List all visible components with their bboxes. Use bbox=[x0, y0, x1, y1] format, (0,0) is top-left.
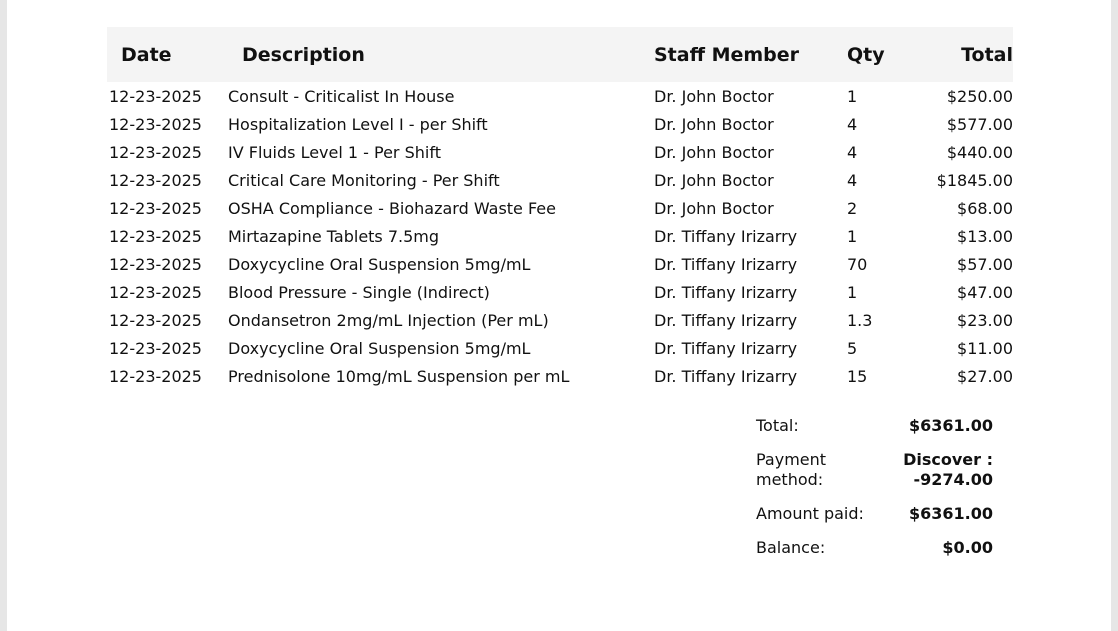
table-row bbox=[107, 166, 1013, 194]
cell-qty: 5 bbox=[847, 338, 858, 358]
cell-qty: 4 bbox=[847, 170, 858, 190]
cell-description: Critical Care Monitoring - Per Shift bbox=[228, 170, 500, 190]
cell-total: $27.00 bbox=[957, 366, 1013, 386]
cell-qty: 1 bbox=[847, 282, 858, 302]
cell-date: 12-23-2025 bbox=[109, 338, 202, 358]
cell-staff: Dr. Tiffany Irizarry bbox=[654, 226, 798, 246]
cell-qty: 4 bbox=[847, 142, 858, 162]
cell-staff: Dr. Tiffany Irizarry bbox=[654, 338, 798, 358]
cell-date: 12-23-2025 bbox=[109, 366, 202, 386]
cell-date: 12-23-2025 bbox=[109, 86, 202, 106]
payment-method-value-line1: Discover : bbox=[903, 450, 993, 469]
cell-staff: Dr. Tiffany Irizarry bbox=[654, 366, 798, 386]
cell-description: Ondansetron 2mg/mL Injection (Per mL) bbox=[228, 310, 549, 330]
cell-description: Prednisolone 10mg/mL Suspension per mL bbox=[228, 366, 570, 386]
cell-total: $13.00 bbox=[957, 226, 1013, 246]
cell-staff: Dr. John Boctor bbox=[654, 170, 774, 190]
cell-staff: Dr. Tiffany Irizarry bbox=[654, 282, 798, 302]
cell-qty: 2 bbox=[847, 198, 858, 218]
cell-qty: 70 bbox=[847, 254, 868, 274]
cell-date: 12-23-2025 bbox=[109, 170, 202, 190]
cell-date: 12-23-2025 bbox=[109, 310, 202, 330]
total-label: Total: bbox=[756, 416, 799, 435]
cell-staff: Dr. Tiffany Irizarry bbox=[654, 254, 798, 274]
total-value: $6361.00 bbox=[908, 416, 993, 435]
cell-date: 12-23-2025 bbox=[109, 282, 202, 302]
cell-qty: 4 bbox=[847, 114, 858, 134]
cell-qty: 1 bbox=[847, 86, 858, 106]
cell-total: $57.00 bbox=[957, 254, 1013, 274]
table-row bbox=[107, 82, 1013, 110]
cell-staff: Dr. John Boctor bbox=[654, 86, 774, 106]
cell-staff: Dr. Tiffany Irizarry bbox=[654, 310, 798, 330]
header-date: Date bbox=[107, 27, 228, 82]
cell-description: Blood Pressure - Single (Indirect) bbox=[228, 282, 490, 302]
payment-method-value-line2: -9274.00 bbox=[913, 470, 993, 489]
cell-description: IV Fluids Level 1 - Per Shift bbox=[228, 142, 441, 162]
balance-label: Balance: bbox=[756, 538, 826, 557]
cell-date: 12-23-2025 bbox=[109, 254, 202, 274]
cell-staff: Dr. John Boctor bbox=[654, 114, 774, 134]
amount-paid-label: Amount paid: bbox=[756, 504, 864, 523]
cell-description: Mirtazapine Tablets 7.5mg bbox=[228, 226, 440, 246]
cell-total: $250.00 bbox=[946, 86, 1013, 106]
invoice-page bbox=[7, 0, 1111, 631]
summary-row-balance bbox=[756, 538, 993, 558]
payment-summary bbox=[756, 416, 993, 558]
table-row bbox=[107, 362, 1013, 390]
payment-method-value bbox=[886, 450, 993, 504]
cell-total: $11.00 bbox=[957, 338, 1013, 358]
cell-total: $577.00 bbox=[946, 114, 1013, 134]
table-row bbox=[107, 250, 1013, 278]
table-row bbox=[107, 138, 1013, 166]
payment-method-label-line2: method: bbox=[756, 470, 824, 489]
cell-total: $23.00 bbox=[957, 310, 1013, 330]
cell-staff: Dr. John Boctor bbox=[654, 142, 774, 162]
line-items-table bbox=[107, 27, 1013, 390]
cell-description: Doxycycline Oral Suspension 5mg/mL bbox=[228, 254, 531, 274]
table-row bbox=[107, 334, 1013, 362]
table-row bbox=[107, 278, 1013, 306]
cell-total: $1845.00 bbox=[936, 170, 1013, 190]
table-header-row bbox=[107, 27, 1013, 82]
table-row bbox=[107, 110, 1013, 138]
cell-total: $440.00 bbox=[946, 142, 1013, 162]
cell-description: Doxycycline Oral Suspension 5mg/mL bbox=[228, 338, 531, 358]
cell-staff: Dr. John Boctor bbox=[654, 198, 774, 218]
cell-date: 12-23-2025 bbox=[109, 142, 202, 162]
header-description: Description bbox=[228, 27, 654, 82]
table-row bbox=[107, 194, 1013, 222]
payment-method-label bbox=[756, 450, 886, 504]
header-qty: Qty bbox=[847, 27, 927, 82]
summary-row-total bbox=[756, 416, 993, 450]
table-row bbox=[107, 222, 1013, 250]
cell-qty: 1.3 bbox=[847, 310, 873, 330]
cell-qty: 15 bbox=[847, 366, 868, 386]
header-staff-member: Staff Member bbox=[654, 27, 847, 82]
summary-row-payment-method bbox=[756, 450, 993, 504]
balance-value: $0.00 bbox=[942, 538, 993, 557]
amount-paid-value: $6361.00 bbox=[908, 504, 993, 523]
cell-qty: 1 bbox=[847, 226, 858, 246]
table-row bbox=[107, 306, 1013, 334]
cell-date: 12-23-2025 bbox=[109, 114, 202, 134]
cell-date: 12-23-2025 bbox=[109, 198, 202, 218]
cell-description: OSHA Compliance - Biohazard Waste Fee bbox=[228, 198, 556, 218]
cell-total: $68.00 bbox=[957, 198, 1013, 218]
cell-description: Consult - Criticalist In House bbox=[228, 86, 455, 106]
cell-description: Hospitalization Level I - per Shift bbox=[228, 114, 488, 134]
cell-total: $47.00 bbox=[957, 282, 1013, 302]
cell-date: 12-23-2025 bbox=[109, 226, 202, 246]
header-total: Total bbox=[927, 27, 1013, 82]
summary-row-amount-paid bbox=[756, 504, 993, 538]
payment-method-label-line1: Payment bbox=[756, 450, 827, 469]
